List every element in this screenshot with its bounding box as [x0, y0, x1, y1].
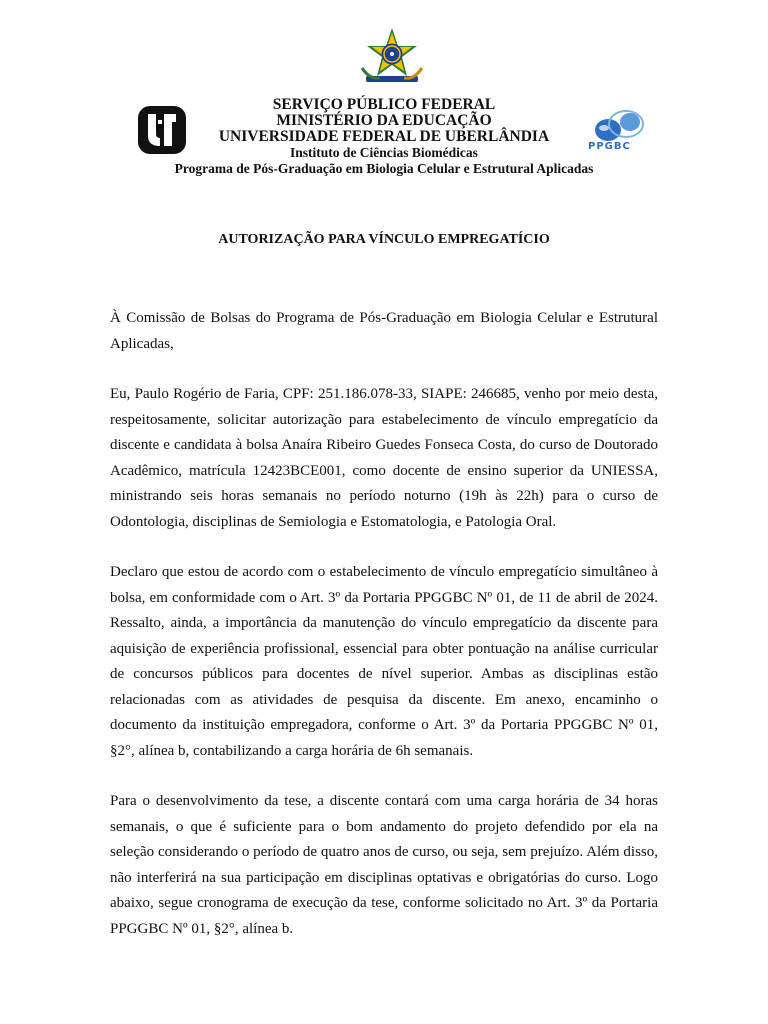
brazil-coat-of-arms-icon	[358, 28, 426, 84]
institution-header	[100, 97, 668, 177]
paragraph-declaration: Declaro que estou de acordo com o estabelecimento de vínculo empregatício simultâneo à bolsa, em conformidade com o Art. 3º da Portaria PPGGBC Nº 01, de 11 de abril de 2024. Ressalto, ainda, a importância da manutenção do vínculo empregatício da discente para aquisição de experiência profissional, essencial para obter pontuação na análise curricular de concursos públicos para docentes de nível superior. Ambas as disciplinas estão relacionadas com as atividades de pesquisa da discente. Em anexo, encaminho o documento da instituição empregadora, conforme o Art. 3º da Portaria PPGGBC Nº 01, §2°, alínea b, contabilizando a carga horária de 6h semanais.	[110, 564, 658, 759]
header-line-2: MINISTÉRIO DA EDUCAÇÃO	[276, 112, 492, 129]
header-line-1: SERVIÇO PÚBLICO FEDERAL	[272, 96, 496, 113]
header-line-3: UNIVERSIDADE FEDERAL DE UBERLÂNDIA	[218, 128, 550, 145]
paragraph-addressee: À Comissão de Bolsas do Programa de Pós-Graduação em Biologia Celular e Estrutural Aplicadas,	[110, 310, 658, 352]
document-title: AUTORIZAÇÃO PARA VÍNCULO EMPREGATÍCIO	[218, 232, 550, 247]
header-line-4: Instituto de Ciências Biomédicas	[290, 145, 478, 160]
header-line-5: Programa de Pós-Graduação em Biologia Celular e Estrutural Aplicadas	[174, 161, 594, 176]
document-body	[110, 306, 658, 967]
ppgbc-logo-text: PPGBC	[588, 141, 631, 152]
paragraph-thesis: Para o desenvolvimento da tese, a discente contará com uma carga horária de 34 horas semanais, o que é suficiente para o bom andamento do projeto defendido por ela na seleção considerando o período de quatro anos de curso, ou seja, sem prejuízo. Além disso, não interferirá na sua participação em disciplinas optativas e obrigatórias do curso. Logo abaixo, segue cronograma de execução da tese, conforme solicitado no Art. 3º da Portaria PPGGBC Nº 01, §2°, alínea b.	[110, 793, 658, 937]
paragraph-request: Eu, Paulo Rogério de Faria, CPF: 251.186.078-33, SIAPE: 246685, venho por meio desta, respeitosamente, solicitar autorização para estabelecimento de vínculo empregatício da discente e candidata à bolsa Anaíra Ribeiro Guedes Fonseca Costa, do curso de Doutorado Acadêmico, matrícula 12423BCE001, como docente de ensino superior da UNIESSA, ministrando seis horas semanais no período noturno (19h às 22h) para o curso de Odontologia, disciplinas de Semiologia e Estomatologia, e Patologia Oral.	[110, 386, 658, 530]
